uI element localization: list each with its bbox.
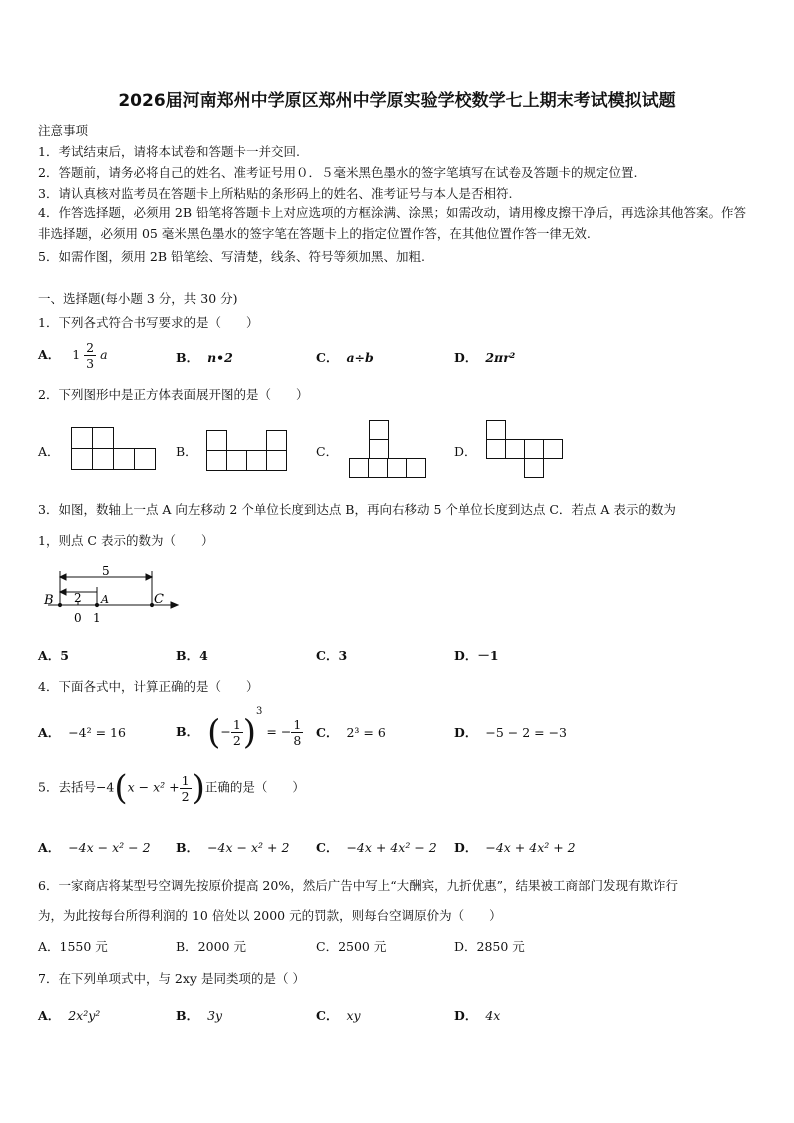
question-1-stem: 1．下列各式符合书写要求的是（ ） — [38, 315, 259, 330]
q4-b-equals: = − — [262, 724, 292, 739]
q2-option-a-label: A． — [38, 444, 60, 459]
q3-option-a: A．5 — [38, 648, 69, 663]
q4-b-result-den: 8 — [293, 733, 302, 748]
q4-b-exponent: 3 — [256, 706, 263, 717]
q3-label-5: 5 — [102, 564, 110, 578]
q1-option-b-label: B． — [176, 350, 200, 365]
q5-option-b-label: B． — [176, 840, 200, 855]
notice-item-1: 1．考试结束后，请将本试卷和答题卡一并交回. — [38, 144, 300, 159]
q7-option-b-label: B． — [176, 1008, 200, 1023]
q2-net-c — [349, 420, 431, 480]
q7-option-d-label: D． — [454, 1008, 478, 1023]
q2-net-a — [71, 427, 159, 470]
q1-option-b — [176, 348, 233, 366]
q7-option-c — [316, 1006, 361, 1024]
q1-option-a-fraction — [84, 340, 96, 371]
q6-option-c: C．2500 元 — [316, 939, 387, 954]
q5-option-d — [454, 838, 576, 856]
q6-option-b: B．2000 元 — [176, 939, 246, 954]
q7-option-a — [38, 1006, 100, 1024]
q7-option-b-text: 3y — [207, 1008, 223, 1023]
q4-b-open-paren: ( — [207, 712, 221, 753]
q1-option-b-text: n•2 — [207, 350, 233, 365]
q1-option-d — [454, 348, 515, 366]
q3-option-b: B．4 — [176, 648, 208, 663]
q1-fraction-denominator: 3 — [86, 356, 95, 371]
q1-option-d-text: 2πr² — [485, 350, 516, 365]
q5-stem-inner: x − x² + — [127, 779, 180, 795]
q7-option-b — [176, 1006, 222, 1024]
q4-b-close-paren: ) — [242, 712, 257, 753]
q5-option-b-text: −4x − x² + 2 — [207, 840, 290, 855]
q4-b-result-num: 1 — [293, 717, 302, 732]
q4-option-b-label: B． — [176, 724, 200, 739]
q5-stem-post: 正确的是（ ） — [204, 779, 305, 795]
q4-option-c-label: C． — [316, 725, 339, 740]
q4-option-c-text: 2³ = 6 — [346, 725, 386, 740]
q4-option-a-text: −4² = 16 — [68, 725, 126, 740]
q2-net-b — [206, 430, 292, 472]
q2-option-d-label: D． — [454, 444, 477, 459]
q4-option-d — [454, 723, 567, 741]
q7-option-c-text: xy — [346, 1008, 361, 1023]
q4-option-d-text: −5 − 2 = −3 — [485, 725, 567, 740]
page-title: 2026届河南郑州中学原区郑州中学原实验学校数学七上期末考试模拟试题 — [118, 91, 676, 111]
q7-option-c-label: C． — [316, 1008, 339, 1023]
q4-b-num: 1 — [232, 717, 241, 732]
q5-option-a-label: A． — [38, 840, 61, 855]
q1-option-c — [316, 348, 374, 366]
q5-option-a-text: −4x − x² − 2 — [68, 840, 151, 855]
q4-option-a-label: A． — [38, 725, 61, 740]
q4-option-a — [38, 723, 126, 741]
q5-stem-pre: 5．去括号 — [38, 779, 96, 795]
q1-option-a-var: a — [100, 347, 108, 362]
q3-option-c: C．3 — [316, 648, 348, 663]
question-3-stem-line2: 1，则点 C 表示的数为（ ） — [38, 533, 214, 548]
q3-label-B: B — [44, 593, 54, 608]
question-7-stem: 7．在下列单项式中，与 2xy 是同类项的是（ ） — [38, 971, 305, 986]
q3-label-2: 2 — [74, 591, 82, 605]
q3-label-1: 1 — [93, 611, 101, 625]
q5-option-c — [316, 838, 437, 856]
q1-option-d-label: D． — [454, 350, 478, 365]
q1-option-c-label: C． — [316, 350, 339, 365]
notice-item-4: 4．作答选择题，必须用 2B 铅笔将答题卡上对应选项的方框涂满、涂黑；如需改动，请用橡皮擦干净后，再选涂其他答案。作答非选择题，必须用 05 毫米黑色墨水的签字笔在答题卡上的指定位置作答，在其他位置作答一律无效. — [38, 205, 747, 241]
q3-label-C: C — [154, 592, 164, 607]
q3-label-0: 0 — [74, 611, 82, 625]
q5-option-c-label: C． — [316, 840, 339, 855]
q3-option-d: D．－1 — [454, 648, 499, 663]
q7-option-a-label: A． — [38, 1008, 61, 1023]
notice-heading: 注意事项 — [38, 123, 89, 138]
q6-option-a: A．1550 元 — [38, 939, 108, 954]
q3-label-A: A — [101, 593, 109, 606]
q2-option-c-label: C． — [316, 444, 339, 459]
q5-option-d-label: D． — [454, 840, 478, 855]
q1-option-c-text: a÷b — [346, 350, 374, 365]
notice-item-2: 2．答题前，请务必将自己的姓名、准考证号用０．５毫米黑色墨水的签字笔填写在试卷及答题卡的规定位置. — [38, 165, 638, 180]
question-6-stem-line1: 6．一家商店将某型号空调先按原价提高 20%，然后广告中写上“大酬宾，九折优惠”，结果被工商部门发现有欺诈行 — [38, 878, 678, 893]
q5-option-a — [38, 838, 151, 856]
question-6-stem-line2: 为，为此按每台所得利润的 10 倍处以 2000 元的罚款，则每台空调原价为（ ） — [38, 908, 502, 923]
question-3-stem-line1: 3．如图，数轴上一点 A 向左移动 2 个单位长度到达点 B，再向右移动 5 个单位长度到达点 C．若点 A 表示的数为 — [38, 502, 676, 517]
q1-option-a — [38, 340, 108, 371]
q5-close-paren: ) — [191, 768, 205, 808]
q2-net-d — [486, 420, 568, 480]
q5-open-paren: ( — [114, 768, 128, 808]
notice-item-5: 5．如需作图，须用 2B 铅笔绘、写清楚，线条、符号等须加黑、加粗. — [38, 249, 426, 264]
q3-number-line-figure — [40, 563, 185, 628]
q1-option-a-label: A． — [38, 347, 61, 362]
q4-b-fraction — [231, 717, 243, 748]
notice-item-3: 3．请认真核对监考员在答题卡上所粘贴的条形码上的姓名、准考证号与本人是否相符. — [38, 186, 513, 201]
q5-option-d-text: −4x + 4x² + 2 — [485, 840, 576, 855]
q6-option-d: D．2850 元 — [454, 939, 525, 954]
question-4-stem: 4．下面各式中，计算正确的是（ ） — [38, 679, 259, 694]
q4-b-den: 2 — [232, 733, 241, 748]
q5-option-b — [176, 838, 289, 856]
q4-b-result-fraction — [291, 717, 303, 748]
q7-option-d — [454, 1006, 500, 1024]
q1-option-a-whole: 1 — [72, 347, 81, 362]
q4-b-minus: − — [220, 724, 231, 739]
q5-fraction-den: 2 — [181, 788, 190, 804]
q4-option-b — [176, 706, 303, 753]
q5-fraction — [180, 773, 192, 804]
q5-option-c-text: −4x + 4x² − 2 — [346, 840, 437, 855]
section-heading: 一、选择题(每小题 3 分，共 30 分) — [38, 291, 238, 306]
q7-option-a-text: 2x²y² — [68, 1008, 101, 1023]
q5-fraction-num: 1 — [181, 772, 190, 788]
q4-option-d-label: D． — [454, 725, 478, 740]
q5-stem-coef: −4 — [95, 779, 115, 795]
question-2-stem: 2．下列图形中是正方体表面展开图的是（ ） — [38, 387, 309, 402]
q7-option-d-text: 4x — [485, 1008, 501, 1023]
q1-fraction-numerator: 2 — [86, 340, 95, 355]
q4-option-c — [316, 723, 386, 741]
q2-option-b-label: B． — [176, 444, 198, 459]
question-5-stem — [38, 768, 305, 808]
